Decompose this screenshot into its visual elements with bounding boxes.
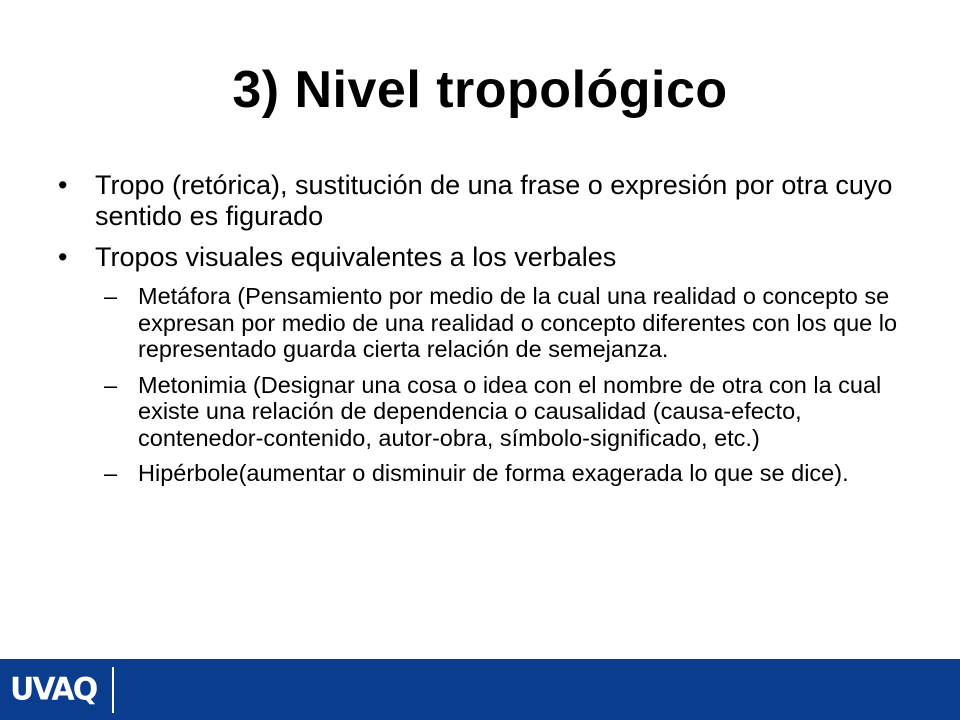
logo-text: UVAQ [10,671,97,708]
bullet-mark: • [58,170,68,200]
footer-bar [0,659,960,720]
sub-bullet-item [58,460,908,487]
bullet-item [58,242,908,273]
sub-bullet-text: Metonimia (Designar una cosa o idea con el nombre de otra con la cual existe una relación de dependencia o causalidad (causa-efecto, contenedor-contenido, autor-obra, símbolo-significado, etc.) [138,371,882,451]
sub-bullet-text: Hipérbole(aumentar o disminuir de forma exagerada lo que se dice). [138,460,849,486]
uvaq-logo [10,669,96,711]
dash-mark: – [104,371,118,398]
bullet-text: Tropos visuales equivalentes a los verbales [95,242,617,272]
bullet-item [58,170,908,232]
dash-mark: – [104,460,118,486]
slide-content [58,170,908,496]
slide-title: 3) Nivel tropológico [232,61,728,119]
dash-mark: – [104,283,118,309]
sub-bullet-text: Metáfora (Pensamiento por medio de la cual una realidad o concepto se expresan por medio de una realidad o concepto diferentes con los que lo representado guarda cierta relación de semejanza. [138,283,898,362]
sub-bullet-item [58,372,908,452]
sub-bullet-item [58,283,908,363]
bullet-mark: • [58,242,68,272]
logo-divider [112,667,114,713]
bullet-text: Tropo (retórica), sustitución de una frase o expresión por otra cuyo sentido es figurado [95,170,893,231]
